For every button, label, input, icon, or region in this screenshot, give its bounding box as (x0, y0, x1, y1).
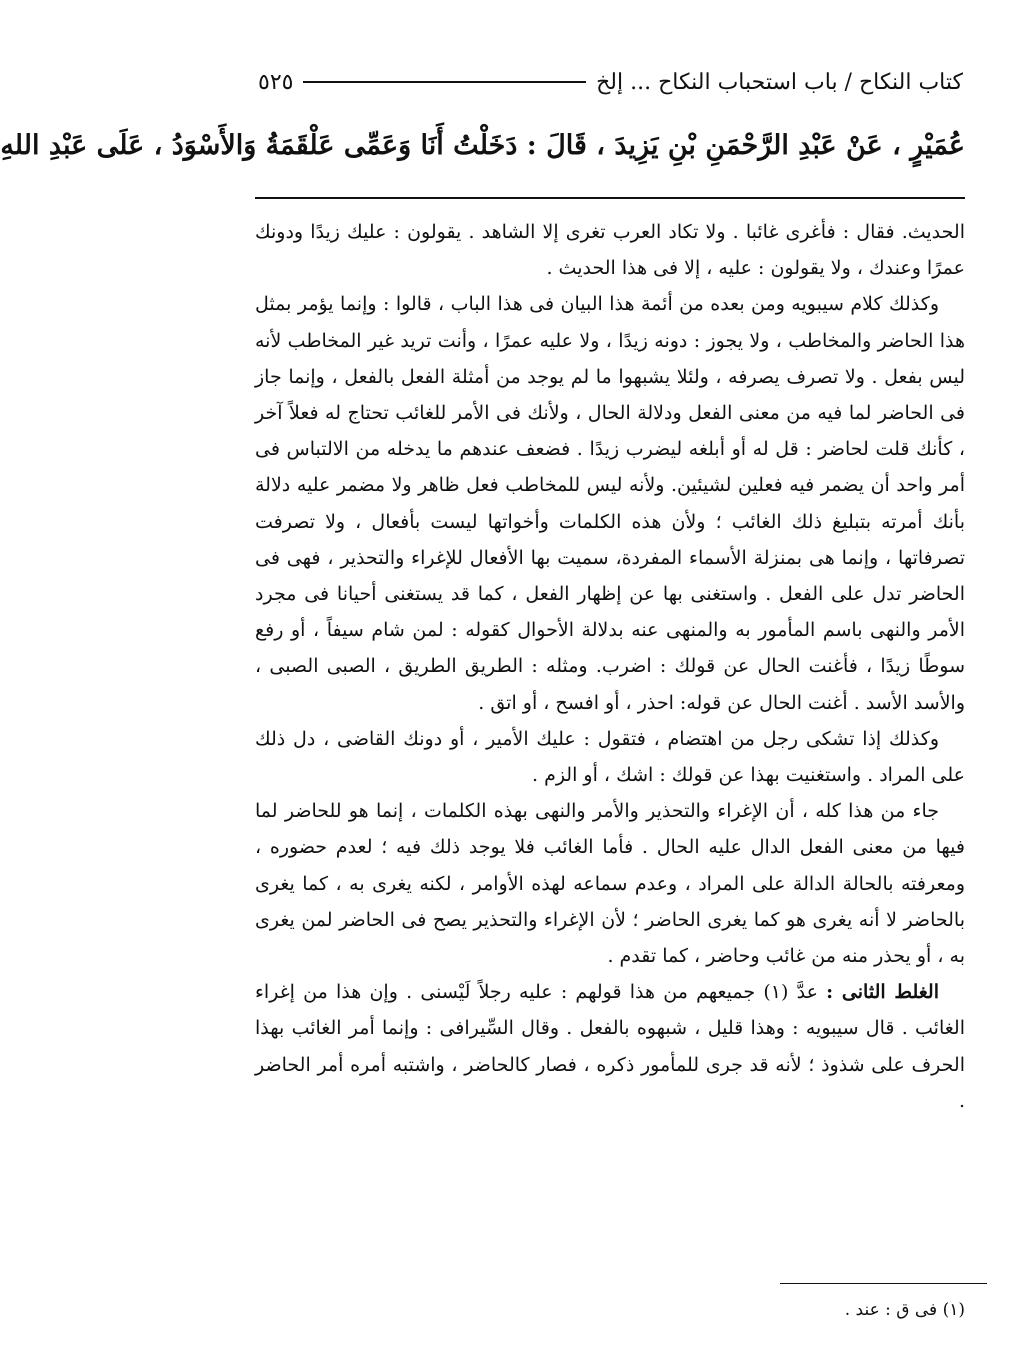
paragraph-5-text: عدَّ (١) جميعهم من هذا قولهم : عليه رجلاً لَيْسنى . وإن هذا من إغراء الغائب . قال سيبويه : وهذا قليل ، شبهوه بالفعل . وقال السِّيرافى : وإنما أمر الغائب بهذا الحرف على شذوذ ؛ لأنه قد جرى للمأمور ذكره ، فصار كالحاضر ، واشتبه أمره أمر الحاضر . (255, 981, 965, 1112)
commentary-paragraph-1: الحديث. فقال : فأغرى غائبا . ولا تكاد العرب تغرى إلا الشاهد . يقولون : عليك زيدًا ودونك عمرًا وعندك ، ولا يقولون : عليه ، إلا فى هذا الحديث . (255, 221, 965, 280)
commentary-paragraph-4: جاء من هذا كله ، أن الإغراء والتحذير والأمر والنهى بهذه الكلمات ، إنما هو للحاضر لما فيها من معنى الفعل الدال عليه الحال . فأما الغائب فلا يوجد ذلك فيه ؛ لعدم حضوره ، ومعرفته بالحالة الدالة على المراد ، وعدم سماعه لهذه الأوامر ، لكنه يغرى به ، كما يغرى بالحاضر لا أنه يغرى هو كما يغرى الحاضر ؛ لأن الإغراء والتحذير يصح فى الحاضر لمن يغرى به ، أو يحذر منه من غائب وحاضر ، كما تقدم . (255, 800, 965, 968)
running-header (258, 62, 963, 102)
footnote-rule (780, 1283, 987, 1284)
section-heading-second-error: الغلط الثانى : (826, 981, 939, 1004)
header-rule (303, 81, 586, 83)
commentary-paragraph-3: وكذلك إذا تشكى رجل من اهتضام ، فتقول : عليك الأمير ، أو دونك القاضى ، دل ذلك على المراد . واستغنيت بهذا عن قولك : اشك ، أو الزم . (255, 727, 965, 787)
running-title: كتاب النكاح / باب استحباب النكاح ... إلخ (596, 69, 963, 95)
page-number: ٥٢٥ (258, 69, 294, 95)
footnote: (١) فى ق : عند . (844, 1300, 965, 1320)
commentary-paragraph-5 (255, 974, 965, 1119)
hadith-text-line: عُمَيْرٍ ، عَنْ عَبْدِ الرَّحْمَنِ بْنِ يَزِيدَ ، قَالَ : دَخَلْتُ أَنَا وَعَمِّى عَلْقَمَةُ وَالأَسْوَدُ ، عَلَى عَبْدِ اللهِ (0, 130, 965, 161)
commentary-body (255, 214, 965, 1119)
commentary-paragraph-2: وكذلك كلام سيبويه ومن بعده من أئمة هذا البيان فى هذا الباب ، قالوا : وإنما يؤمر بمثل هذا الحاضر والمخاطب ، ولا يجوز : دونه زيدًا ، ولا عليه عمرًا ، وأنت تريد غير المخاطب لأنه ليس بفعل . ولا تصرف يصرفه ، ولئلا يشبهوا ما لم يوجد من أمثلة الفعل بالفعل ، وإنما جاز فى الحاضر لما فيه من معنى الفعل ودلالة الحال ، ولأنك فى الأمر للغائب تحتاج له فعلاً آخر ، كأنك قلت لحاضر : قل له أو أبلغه ليضرب زيدًا . فضعف عندهم ما يدخله من الالتباس فى أمر واحد أن يضمر فيه فعلين لشيئين. ولأنه ليس للمخاطب فعل ظاهر ولا مضمر عليه دلالة بأنك أمرته بتبليغ ذلك الغائب ؛ ولأن هذه الكلمات وأخواتها ليست بأفعال ، ولا تصرفت تصرفاتها ، وإنما هى بمنزلة الأسماء المفردة، سميت بها الأفعال للإغراء والتحذير ، فهى فى الحاضر تدل على الفعل . واستغنى بها عن إظهار الفعل ، كما قد يستغنى أحيانا فى مجرد الأمر والنهى باسم المأمور به والمنهى عنه بدلالة الأحوال كقوله : لمن شام سيفاً ، أو رفع سوطًا زيدًا ، فأغنت الحال عن قولك : اضرب. ومثله : الطريق الطريق ، الصبى الصبى ، والأسد الأسد . أغنت الحال عن قوله: احذر ، أو افسح ، أو اتق . (255, 293, 965, 714)
text-separator-rule (255, 197, 965, 199)
